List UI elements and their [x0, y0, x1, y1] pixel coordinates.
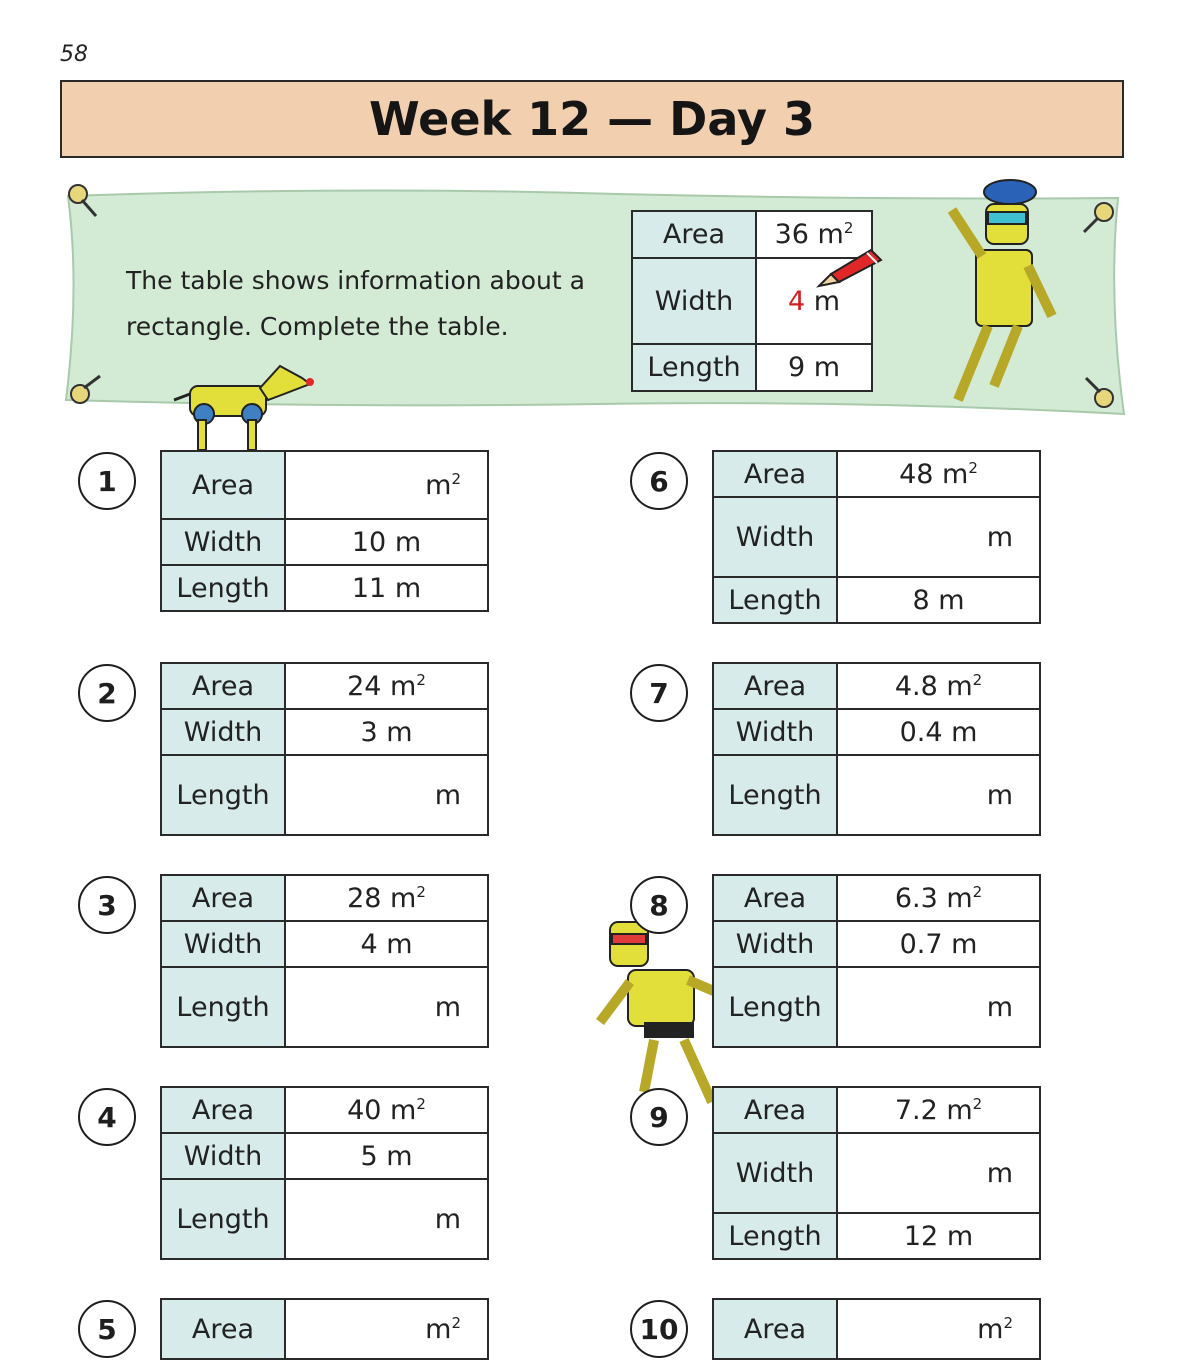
width-label: Width [713, 709, 837, 755]
instruction-text: The table shows information about a rectangle. Complete the table. [126, 266, 585, 341]
area-value: 6.3 $m^2$ [837, 875, 1040, 921]
question-number: 5 [78, 1300, 136, 1358]
width-value: 10 m [285, 519, 488, 565]
length-value: 8 m [837, 577, 1040, 623]
length-answer-field[interactable]: m [837, 967, 1040, 1047]
length-value: 9 m [756, 344, 872, 391]
width-value: 3 m [285, 709, 488, 755]
area-label: Area [632, 211, 756, 258]
question-table [160, 874, 489, 1048]
pencil-icon [815, 246, 887, 290]
length-label: Length [161, 1179, 285, 1259]
page-number: 58 [60, 42, 88, 67]
question-table [160, 662, 489, 836]
question-number: 7 [630, 664, 688, 722]
area-label: Area [713, 1087, 837, 1133]
length-label: Length [713, 967, 837, 1047]
length-label: Length [713, 1213, 837, 1259]
width-value: 0.7 m [837, 921, 1040, 967]
area-label: Area [713, 875, 837, 921]
area-value: 24 $m^2$ [285, 663, 488, 709]
area-label: Area [161, 663, 285, 709]
length-answer-field[interactable]: m [285, 967, 488, 1047]
width-label: Width [161, 921, 285, 967]
length-label: Length [632, 344, 756, 391]
length-answer-field[interactable]: m [285, 755, 488, 835]
length-value: 11 m [285, 565, 488, 611]
area-label: Area [161, 875, 285, 921]
width-label: Width [713, 1133, 837, 1213]
width-answer-field[interactable]: m [837, 497, 1040, 577]
question-table [712, 662, 1041, 836]
question-number: 4 [78, 1088, 136, 1146]
width-label: Width [161, 709, 285, 755]
page-title: Week 12 — Day 3 [369, 92, 815, 146]
question-table [160, 1298, 489, 1360]
pin-icon [64, 182, 104, 222]
width-value: 4 m [756, 258, 872, 344]
width-label: Width [632, 258, 756, 344]
width-label: Width [161, 1133, 285, 1179]
area-answer-field[interactable]: $m^2$ [285, 451, 488, 519]
width-label: Width [713, 921, 837, 967]
pin-icon [1082, 372, 1122, 412]
length-value: 12 m [837, 1213, 1040, 1259]
area-answer-field[interactable]: $m^2$ [837, 1299, 1040, 1359]
question-table [160, 1086, 489, 1260]
area-label: Area [161, 1087, 285, 1133]
area-answer-field[interactable]: $m^2$ [285, 1299, 488, 1359]
question-number: 8 [630, 876, 688, 934]
length-label: Length [713, 755, 837, 835]
question-table [712, 450, 1041, 624]
example-table [631, 210, 873, 392]
area-value: 40 $m^2$ [285, 1087, 488, 1133]
question-table [160, 450, 489, 612]
pin-icon [66, 368, 106, 408]
area-label: Area [713, 451, 837, 497]
area-label: Area [161, 451, 285, 519]
question-table [712, 1298, 1041, 1360]
area-value: 4.8 $m^2$ [837, 663, 1040, 709]
area-value: 36 $m^2$ [756, 211, 872, 258]
width-label: Width [161, 519, 285, 565]
question-number: 1 [78, 452, 136, 510]
area-label: Area [713, 1299, 837, 1359]
question-number: 6 [630, 452, 688, 510]
length-label: Length [161, 565, 285, 611]
area-value: 48 $m^2$ [837, 451, 1040, 497]
length-answer-field[interactable]: m [837, 755, 1040, 835]
area-label: Area [713, 663, 837, 709]
length-label: Length [713, 577, 837, 623]
title-bar [60, 80, 1124, 158]
question-number: 2 [78, 664, 136, 722]
width-answer-field[interactable]: m [837, 1133, 1040, 1213]
length-answer-field[interactable]: m [285, 1179, 488, 1259]
width-label: Width [713, 497, 837, 577]
question-table [712, 1086, 1041, 1260]
area-value: 7.2 $m^2$ [837, 1087, 1040, 1133]
robot-dog-icon [168, 360, 318, 456]
width-value: 5 m [285, 1133, 488, 1179]
length-label: Length [161, 967, 285, 1047]
area-label: Area [161, 1299, 285, 1359]
length-label: Length [161, 755, 285, 835]
question-table [712, 874, 1041, 1048]
question-number: 3 [78, 876, 136, 934]
width-value: 0.4 m [837, 709, 1040, 755]
question-number: 10 [630, 1300, 688, 1358]
robot-walker-icon [912, 170, 1072, 412]
width-value: 4 m [285, 921, 488, 967]
area-value: 28 $m^2$ [285, 875, 488, 921]
pin-icon [1078, 198, 1118, 238]
question-number: 9 [630, 1088, 688, 1146]
